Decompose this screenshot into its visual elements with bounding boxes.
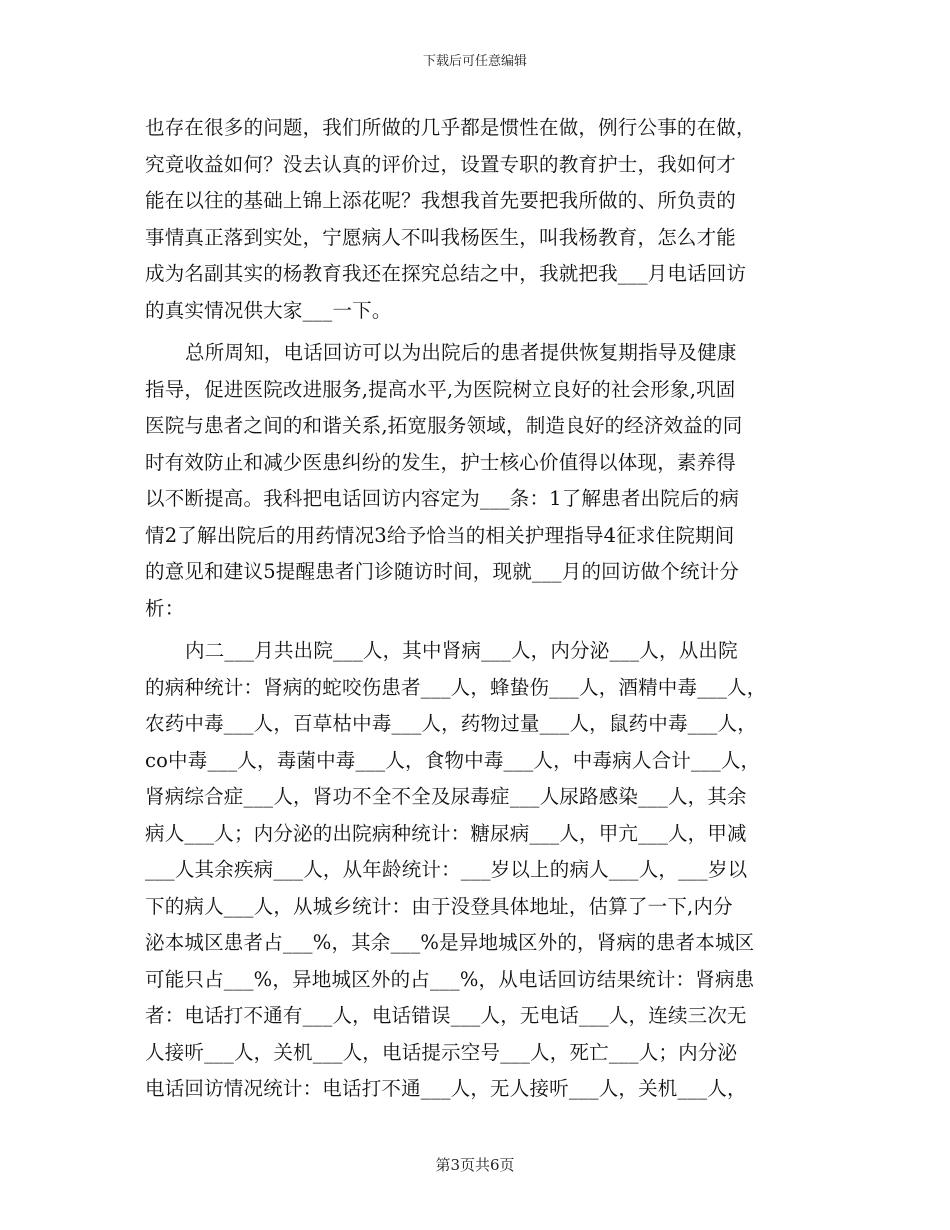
paragraph-2 xyxy=(145,335,805,627)
text-line: 人接听___人，关机___人，电话提示空号___人，死亡___人；内分泌 xyxy=(145,1040,738,1064)
text-line: 以不断提高。我科把电话回访内容定为___条：1了解患者出院后的病 xyxy=(145,487,740,510)
text-line: 析： xyxy=(145,596,185,620)
text-line: 成为名副其实的杨教育我还在探究总结之中，我就把我___月电话回访 xyxy=(145,262,747,285)
text-line: 情2了解出院后的用药情况3给予恰当的相关护理指导4征求住院期间 xyxy=(145,523,735,547)
text-line: 指导，促进医院改进服务,提高水平,为医院树立良好的社会形象,巩固 xyxy=(145,377,736,401)
text-line: 时有效防止和减少医患纠纷的发生，护士核心价值得以体现，素养得 xyxy=(145,450,737,474)
text-line: 内二___月共出院___人，其中肾病___人，内分泌___人，从出院 xyxy=(185,639,738,662)
text-line: 究竟收益如何？没去认真的评价过，设置专职的教育护士，我如何才 xyxy=(145,152,737,176)
text-line: 的病种统计：肾病的蛇咬伤患者___人，蜂蛰伤___人，酒精中毒___人， xyxy=(145,675,767,699)
text-line: 病人___人；内分泌的出院病种统计：糖尿病___人，甲亢___人，甲减 xyxy=(145,821,747,845)
text-line: 可能只占___%，异地城区外的占___%，从电话回访结果统计：肾病患 xyxy=(145,967,755,991)
text-line: 农药中毒___人，百草枯中毒___人，药物过量___人，鼠药中毒___人， xyxy=(145,712,757,735)
text-line: 总所周知，电话回访可以为出院后的患者提供恢复期指导及健康 xyxy=(185,341,737,364)
text-line: 肾病综合症___人，肾功不全不全及尿毒症___人尿路感染___人，其余 xyxy=(145,785,747,808)
page-footer: 第3页共6页 xyxy=(435,1156,515,1174)
text-line: 泌本城区患者占___%，其余___%是异地城区外的，肾病的患者本城区 xyxy=(145,931,755,954)
text-line: 医院与患者之间的和谐关系,拓宽服务领域，制造良好的经济效益的同 xyxy=(145,414,743,437)
text-line: 能在以往的基础上锦上添花呢？我想我首先要把我所做的、所负责的 xyxy=(145,189,737,212)
text-line: 的真实情况供大家___一下。 xyxy=(145,298,392,322)
text-line: ___人其余疾病___人，从年龄统计：___岁以上的病人___人，___岁以 xyxy=(145,858,748,881)
page-header: 下载后可任意编辑 xyxy=(422,54,527,69)
text-line: 的意见和建议5提醒患者门诊随访时间，现就___月的回访做个统计分 xyxy=(145,560,740,583)
paragraph-3 xyxy=(145,633,805,1108)
text-line: 电话回访情况统计：电话打不通___人，无人接听___人，关机___人， xyxy=(145,1077,747,1100)
text-line: co中毒___人，毒菌中毒___人，食物中毒___人，中毒病人合计___人， xyxy=(145,748,761,772)
text-line: 者：电话打不通有___人，电话错误___人，无电话___人，连续三次无 xyxy=(145,1004,747,1027)
text-line: 也存在很多的问题，我们所做的几乎都是惯性在做，例行公事的在做， xyxy=(145,116,756,139)
text-line: 事情真正落到实处，宁愿病人不叫我杨医生，叫我杨教育，怎么才能 xyxy=(145,225,737,249)
text-line: 下的病人___人，从城乡统计：由于没登具体地址，估算了一下,内分 xyxy=(145,894,733,918)
paragraph-1 xyxy=(145,110,805,329)
document-body xyxy=(145,110,805,1108)
